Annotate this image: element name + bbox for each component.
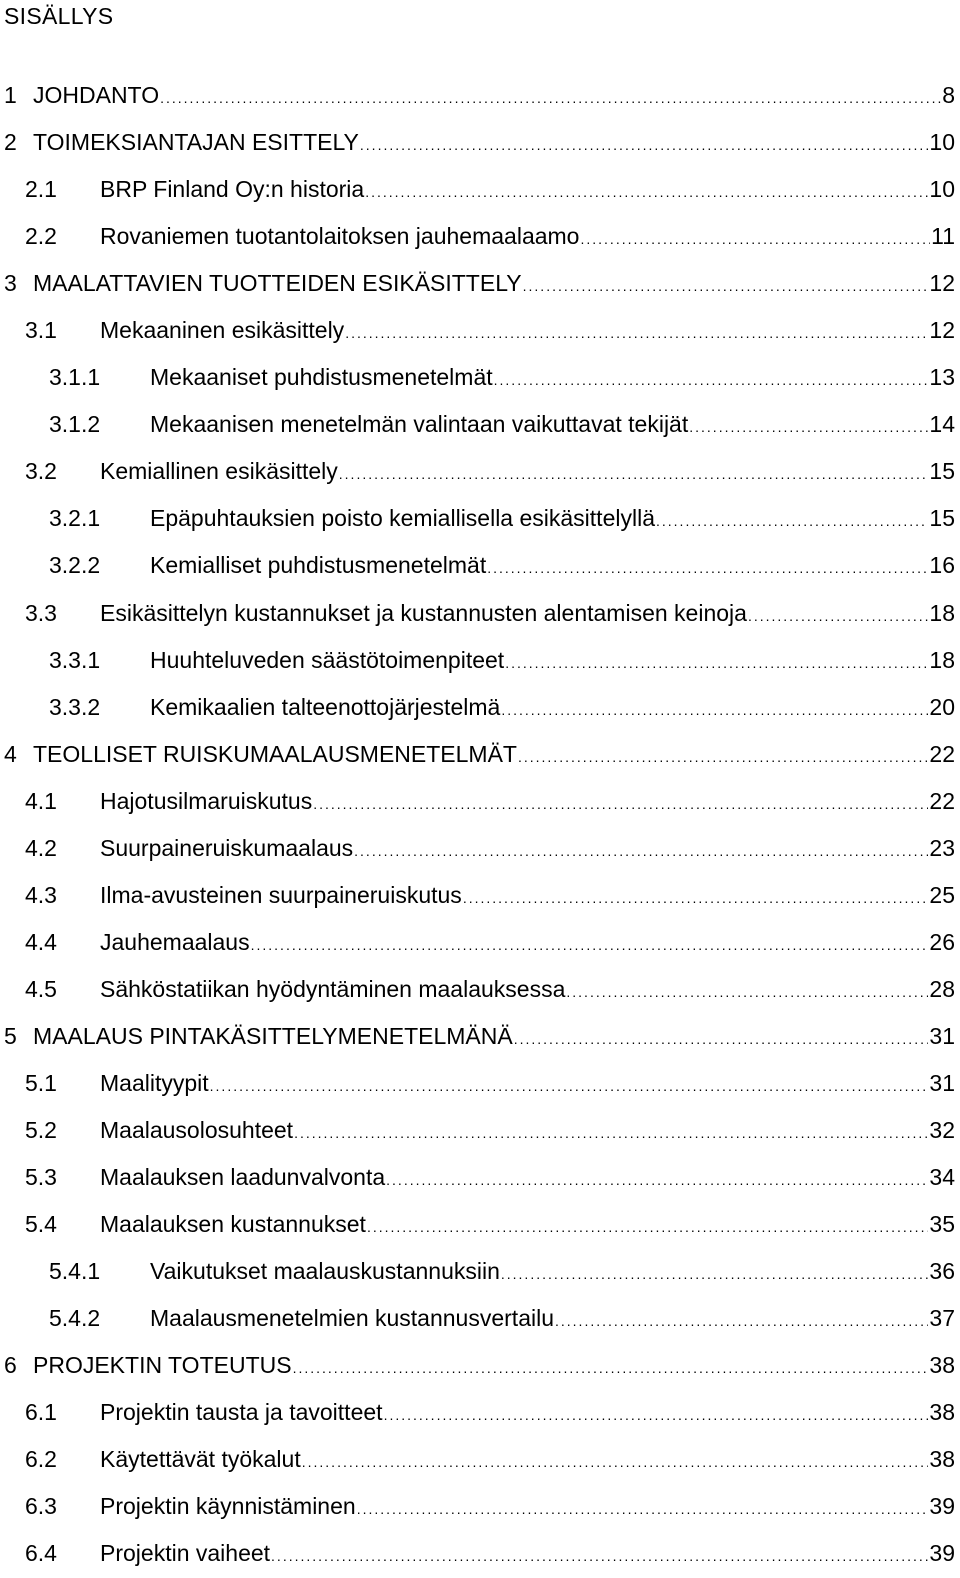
toc-dot-leader [501,687,928,731]
toc-dot-leader [494,357,929,401]
toc-dot-leader [386,1157,928,1201]
toc-entry[interactable] [0,825,960,872]
toc-entry-page: 26 [929,928,955,955]
toc-entry-title: Esikäsittelyn kustannukset ja kustannusten alentamisen keinoja [100,599,747,626]
toc-entry-title: TEOLLISET RUISKUMAALAUSMENETELMÄT [33,740,517,767]
toc-entry-number: 5.4.2 [49,1305,101,1332]
toc-entry[interactable] [0,966,960,1013]
toc-dot-leader [463,875,929,919]
toc-entry-title: Huuhteluveden säästötoimenpiteet [150,646,505,673]
toc-entry-title: Maalityypit [100,1069,209,1096]
toc-entry[interactable] [0,72,960,119]
toc-entry[interactable] [0,260,960,307]
toc-entry-page: 39 [929,1493,955,1520]
toc-entry-number: 6.2 [25,1446,57,1473]
toc-entry-page: 38 [929,1399,955,1426]
toc-dot-leader [689,404,928,448]
toc-entry[interactable] [0,1060,960,1107]
toc-entry-number: 5.4.1 [49,1258,101,1285]
toc-entry[interactable] [0,166,960,213]
toc-entry-title: MAALAUS PINTAKÄSITTELYMENETELMÄNÄ [33,1022,513,1049]
toc-entry[interactable] [0,1436,960,1483]
toc-entry-title: Projektin käynnistäminen [100,1493,356,1520]
toc-dot-leader [251,922,929,966]
toc-entry[interactable] [0,1013,960,1060]
toc-dot-leader [160,75,941,119]
toc-entry[interactable] [0,590,960,637]
toc-entry-title: Suurpaineruiskumaalaus [100,834,354,861]
toc-entry-title: Ilma-avusteinen suurpaineruiskutus [100,881,462,908]
toc-entry-number: 4.4 [25,928,57,955]
toc-entry-page: 22 [929,787,955,814]
toc-entry[interactable] [0,1342,960,1389]
toc-entry-number: 3.3 [25,599,57,626]
toc-dot-leader [293,1345,929,1389]
toc-entry-number: 3.3.1 [49,646,101,673]
toc-entry-number: 5.3 [25,1164,57,1191]
toc-dot-leader [313,781,928,825]
toc-entry-title: Projektin vaiheet [100,1540,271,1567]
toc-entry-page: 18 [929,599,955,626]
toc-entry-page: 25 [929,881,955,908]
toc-dot-leader [302,1439,929,1483]
toc-entry-number: 4 [4,740,17,767]
toc-entry[interactable] [0,1248,960,1295]
toc-entry-number: 5.2 [25,1117,57,1144]
toc-entry-number: 3 [4,270,17,297]
toc-dot-leader [505,640,928,684]
toc-dot-leader [345,310,928,354]
toc-entry-title: Mekaaniset puhdistusmenetelmät [150,364,493,391]
toc-entry-number: 3.2.1 [49,505,101,532]
toc-entry-page: 13 [929,364,955,391]
toc-entry-page: 22 [929,740,955,767]
toc-entry[interactable] [0,495,960,542]
toc-entry-page: 32 [929,1117,955,1144]
toc-entry[interactable] [0,448,960,495]
toc-entry-title: JOHDANTO [33,82,160,108]
toc-entry-page: 37 [929,1305,955,1332]
toc-entry[interactable] [0,1295,960,1342]
toc-entry-title: Mekaaninen esikäsittely [100,317,345,344]
toc-entry-number: 6.1 [25,1399,57,1426]
toc-entry-title: Käytettävät työkalut [100,1446,301,1473]
toc-entry[interactable] [0,1107,960,1154]
toc-entry[interactable] [0,307,960,354]
toc-dot-leader [501,1251,929,1295]
toc-dot-leader [656,498,928,542]
toc-entry-page: 38 [929,1446,955,1473]
toc-entry-title: Jauhemaalaus [100,928,250,955]
toc-entry-page: 39 [929,1540,955,1567]
toc-entry-number: 5.4 [25,1211,57,1238]
toc-entry-page: 31 [929,1022,955,1049]
toc-entry-page: 34 [929,1164,955,1191]
toc-entry[interactable] [0,119,960,166]
toc-entry-page: 12 [929,270,955,297]
toc-entry-number: 3.2 [25,458,57,485]
toc-entry-title: Projektin tausta ja tavoitteet [100,1399,383,1426]
toc-entry-page: 11 [931,223,955,250]
toc-entry-title: Mekaanisen menetelmän valintaan vaikuttavat tekijät [150,411,689,438]
toc-entry[interactable] [0,1154,960,1201]
toc-entry-number: 3.2.2 [49,552,101,579]
toc-entry-page: 16 [929,552,955,579]
toc-entry-number: 6 [4,1352,17,1379]
toc-entry[interactable] [0,778,960,825]
table-of-contents [0,72,960,1578]
toc-entry-page: 36 [929,1258,955,1285]
toc-entry-page: 15 [929,458,955,485]
toc-entry[interactable] [0,1389,960,1436]
toc-entry[interactable] [0,401,960,448]
toc-entry-title: Vaikutukset maalauskustannuksiin [150,1258,500,1285]
toc-entry-page: 31 [929,1069,955,1096]
toc-entry-page: 23 [929,834,955,861]
toc-entry-title: Maalauksen laadunvalvonta [100,1164,386,1191]
toc-entry[interactable] [0,354,960,401]
toc-entry-number: 6.4 [25,1540,57,1567]
toc-entry[interactable] [0,1201,960,1248]
toc-entry-title: Maalausmenetelmien kustannusvertailu [150,1305,554,1332]
toc-entry-number: 6.3 [25,1493,57,1520]
toc-entry-page: 35 [929,1211,955,1238]
toc-entry-number: 5.1 [25,1069,57,1096]
toc-dot-leader [357,1486,929,1530]
toc-entry-page: 15 [929,505,955,532]
toc-entry-number: 4.2 [25,834,57,861]
toc-dot-leader [339,451,929,495]
toc-dot-leader [514,1016,929,1060]
toc-entry-number: 4.5 [25,975,57,1002]
toc-dot-leader [487,545,928,589]
toc-entry[interactable] [0,1530,960,1577]
toc-dot-leader [354,828,928,872]
toc-entry-number: 2.2 [25,223,57,250]
toc-entry-page: 12 [929,317,955,344]
toc-entry-number: 2.1 [25,176,57,203]
toc-entry-title: PROJEKTIN TOTEUTUS [33,1352,292,1379]
toc-dot-leader [271,1533,928,1577]
toc-entry-page: 14 [929,411,955,438]
toc-entry-title: TOIMEKSIANTAJAN ESITTELY [33,129,359,156]
toc-dot-leader [555,1298,928,1342]
toc-entry-title: Epäpuhtauksien poisto kemiallisella esikäsittelyllä [150,505,655,532]
toc-entry-title: Kemialliset puhdistusmenetelmät [150,552,487,579]
toc-entry-page: 10 [929,176,955,203]
toc-entry[interactable] [0,919,960,966]
toc-entry-page: 28 [929,975,955,1002]
toc-entry-page: 38 [929,1352,955,1379]
toc-entry-page: 8 [942,82,955,108]
toc-dot-leader [518,734,928,778]
toc-entry-page: 10 [929,129,955,156]
toc-dot-leader [294,1110,928,1154]
toc-entry[interactable] [0,213,960,260]
toc-entry-title: Sähköstatiikan hyödyntäminen maalauksessa [100,975,566,1002]
toc-dot-leader [210,1063,929,1107]
toc-entry-title: Kemikaalien talteenottojärjestelmä [150,693,501,720]
toc-entry-number: 2 [4,129,17,156]
toc-entry-title: Maalausolosuhteet [100,1117,294,1144]
toc-dot-leader [566,969,928,1013]
toc-entry-number: 5 [4,1022,17,1049]
toc-entry-title: MAALATTAVIEN TUOTTEIDEN ESIKÄSITTELY [33,270,522,297]
toc-entry-number: 3.1 [25,317,57,344]
toc-entry[interactable] [0,637,960,684]
toc-entry[interactable] [0,1483,960,1530]
toc-entry-number: 4.3 [25,881,57,908]
toc-entry-number: 3.1.1 [49,364,101,391]
toc-entry-page: 18 [929,646,955,673]
toc-entry-number: 3.3.2 [49,693,101,720]
toc-entry[interactable] [0,684,960,731]
toc-entry-title: BRP Finland Oy:n historia [100,176,365,203]
toc-entry-page: 20 [929,693,955,720]
toc-dot-leader [384,1392,929,1436]
toc-dot-leader [523,263,929,307]
toc-entry-title: Hajotusilmaruiskutus [100,787,313,814]
toc-entry-title: Rovaniemen tuotantolaitoksen jauhemaalaamo [100,223,580,250]
toc-entry-title: Maalauksen kustannukset [100,1211,366,1238]
toc-entry[interactable] [0,872,960,919]
toc-entry[interactable] [0,731,960,778]
page-title: SISÄLLYS [4,3,114,29]
toc-dot-leader [365,169,928,213]
toc-entry[interactable] [0,542,960,589]
toc-dot-leader [367,1204,928,1248]
toc-entry-number: 1 [4,82,17,108]
toc-dot-leader [748,593,928,637]
toc-dot-leader [360,122,929,166]
toc-entry-number: 4.1 [25,787,57,814]
toc-dot-leader [580,216,930,260]
toc-entry-title: Kemiallinen esikäsittely [100,458,338,485]
toc-entry-number: 3.1.2 [49,411,101,438]
